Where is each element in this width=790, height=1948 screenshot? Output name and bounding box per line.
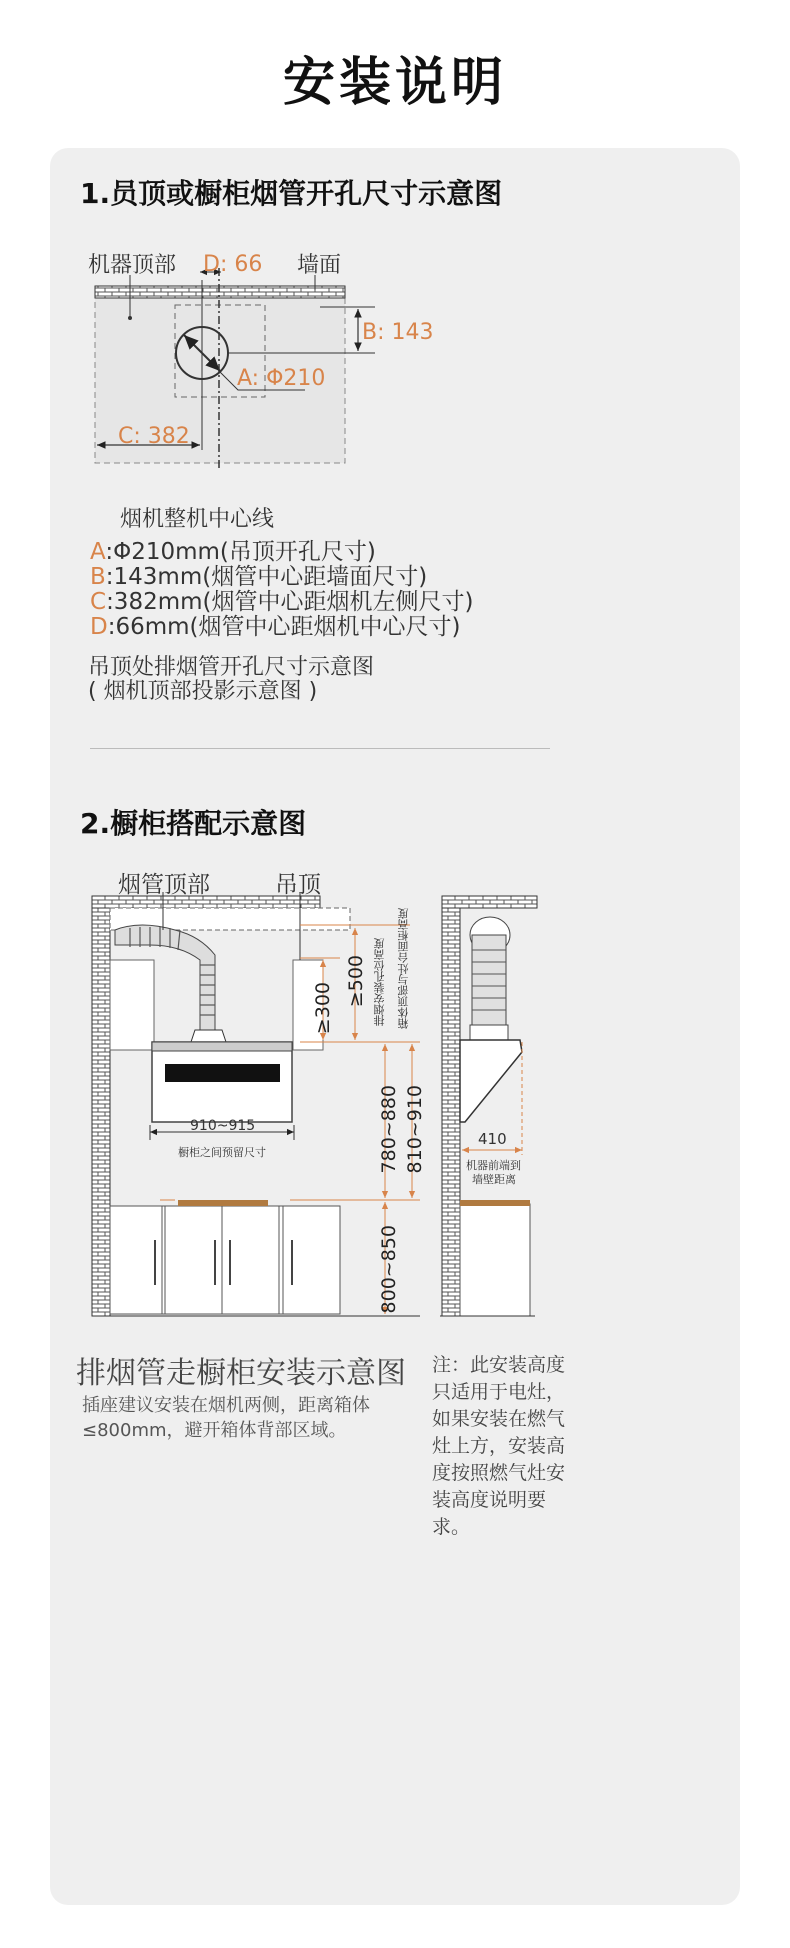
page-title: 安装说明 <box>282 53 507 113</box>
section1-caption-line2: ( 烟机顶部投影示意图 ) <box>88 679 318 704</box>
width-label: 910~915 <box>190 1118 256 1134</box>
legend-key: B <box>90 564 106 590</box>
legend-text: :143mm(烟管中心距墙面尺寸) <box>105 564 428 590</box>
legend-item-d <box>90 608 461 641</box>
cabinet-side-diagram <box>440 896 537 1316</box>
legend-text: :Φ210mm(吊顶开孔尺寸) <box>105 539 376 565</box>
legend-text: :66mm(烟管中心距烟机中心尺寸) <box>107 614 461 640</box>
depth-label: 410 <box>478 1130 507 1148</box>
duct-top-label: 烟管顶部 <box>118 872 210 898</box>
socket-note-line2: ≤800mm，避开箱体背部区域。 <box>82 1420 347 1441</box>
cabinet-front-diagram <box>92 892 420 1316</box>
vertical-note-1: 排烟安装孔位高度 <box>373 938 386 1026</box>
socket-note-line1: 插座建议安装在烟机两侧，距离箱体 <box>82 1395 370 1416</box>
height-800-850: 800~850 <box>378 1225 400 1314</box>
height-810-910: 810~910 <box>404 1085 426 1174</box>
legend-key: D <box>90 614 108 640</box>
d-dimension-label: D: 66 <box>203 252 263 277</box>
wall-label: 墙面 <box>297 253 342 278</box>
depth-note-2: 墙壁距离 <box>472 1173 516 1186</box>
legend-key: A <box>90 539 106 565</box>
section1-heading: 1.员顶或橱柜烟管开孔尺寸示意图 <box>80 177 503 210</box>
c-dimension-label: C: 382 <box>118 424 190 449</box>
depth-note-1: 机器前端到 <box>466 1159 521 1172</box>
vertical-note-2: 箱体顶部与灶台面柜高度 <box>397 908 410 1029</box>
ge500-label: ≥500 <box>345 955 367 1008</box>
legend-key: C <box>90 589 107 615</box>
height-note: 注：此安装高度只适用于电灶，如果安装在燃气灶上方，安装高度按照燃气灶安装高度说明要求。 <box>432 1354 566 1538</box>
section1-caption-line1: 吊顶处排烟管开孔尺寸示意图 <box>88 655 375 680</box>
a-dimension-label: A: Φ210 <box>237 366 326 391</box>
width-note: 橱柜之间预留尺寸 <box>178 1146 266 1159</box>
cabinet-install-caption: 排烟管走橱柜安装示意图 <box>76 1356 406 1391</box>
ge300-label: ≥300 <box>312 982 334 1035</box>
section-divider <box>90 748 550 749</box>
centerline-label: 烟机整机中心线 <box>120 507 275 532</box>
b-dimension-label: B: 143 <box>362 320 434 345</box>
legend-text: :382mm(烟管中心距烟机左侧尺寸) <box>106 589 474 615</box>
section2-heading: 2.橱柜搭配示意图 <box>80 807 307 840</box>
height-780-880: 780~880 <box>378 1085 400 1174</box>
machine-top-label: 机器顶部 <box>88 253 177 278</box>
ceiling-label: 吊顶 <box>275 872 321 898</box>
